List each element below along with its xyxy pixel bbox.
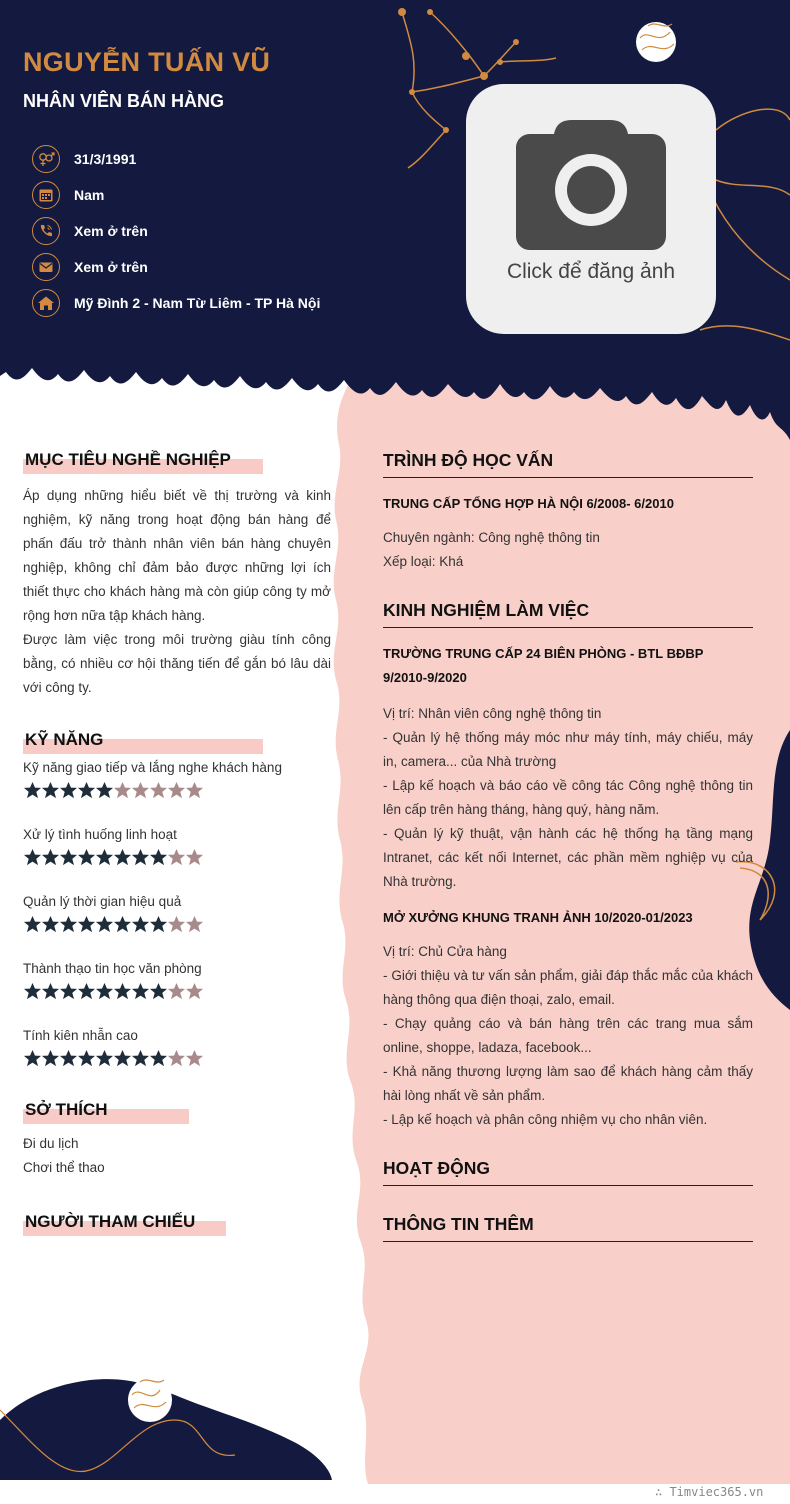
star-empty-icon [185,781,204,800]
job-details [383,702,753,894]
job-entry [383,642,753,894]
skills-title-text: KỸ NĂNG [25,730,104,749]
star-filled-icon [131,848,150,867]
hobby-item: Chơi thể thao [23,1160,105,1175]
star-filled-icon [113,848,132,867]
star-filled-icon [59,781,78,800]
job-line: - Lập kế hoạch và phân công nhiệm vụ cho nhân viên. [383,1112,708,1127]
star-filled-icon [59,982,78,1001]
star-filled-icon [59,848,78,867]
contact-email [32,249,320,285]
extra-info-section-title: THÔNG TIN THÊM [383,1214,753,1242]
contact-address [32,285,320,321]
star-filled-icon [131,982,150,1001]
star-filled-icon [41,848,60,867]
birthdate-value: 31/3/1991 [74,151,137,167]
job-line: Vị trí: Chủ Cửa hàng [383,944,507,959]
gender-value: Nam [74,187,105,203]
skill-item [23,961,331,1028]
home-icon [32,289,60,317]
skill-name: Kỹ năng giao tiếp và lắng nghe khách hàng [23,760,282,775]
star-filled-icon [77,982,96,1001]
star-empty-icon [149,781,168,800]
skill-rating [23,915,331,934]
contact-phone [32,213,320,249]
skill-rating [23,848,331,867]
calendar-icon [32,181,60,209]
star-empty-icon [167,1049,186,1068]
contact-list [32,141,320,321]
star-empty-icon [167,781,186,800]
photo-upload-caption: Click để đăng ảnh [506,260,676,283]
hobbies-section-title [23,1100,110,1120]
address-value: Mỹ Đình 2 - Nam Từ Liêm - TP Hà Nội [74,295,321,311]
experience-section-title: KINH NGHIỆM LÀM VIỆC [383,600,753,628]
skill-list [23,760,331,1078]
star-filled-icon [77,781,96,800]
skill-rating [23,781,331,800]
hobbies-title-text: SỞ THÍCH [25,1100,108,1119]
job-line: - Quản lý kỹ thuật, vận hành các hệ thống hạ tầng mạng Intranet, các kết nối Internet, các phần mềm nghiệp vụ của Nhà trường. [383,826,753,889]
contact-gender [32,177,320,213]
skill-rating [23,1049,331,1068]
email-value: Xem ở trên [74,259,148,275]
education-school: TRUNG CẤP TỔNG HỢP HÀ NỘI 6/2008- 6/2010 [383,496,674,511]
references-title-text: NGƯỜI THAM CHIẾU [25,1212,196,1231]
star-filled-icon [23,781,42,800]
right-column [383,450,753,1242]
star-filled-icon [149,915,168,934]
job-line: - Khả năng thương lượng làm sao để khách hàng cảm thấy hài lòng nhất về sản phẩm. [383,1064,753,1103]
star-filled-icon [77,915,96,934]
resume-header [0,0,790,440]
star-empty-icon [113,781,132,800]
star-empty-icon [131,781,150,800]
star-empty-icon [185,982,204,1001]
camera-icon [516,120,666,250]
star-filled-icon [113,982,132,1001]
job-line: - Quản lý hệ thống máy móc như máy tính, máy chiếu, máy in, camera... của Nhà trường [383,730,753,769]
watermark: ∴ Timviec365.vn [655,1485,764,1499]
skill-item [23,894,331,961]
phone-icon [32,217,60,245]
star-empty-icon [167,915,186,934]
skill-item [23,827,331,894]
references-section-title [23,1212,197,1232]
star-filled-icon [95,915,114,934]
star-filled-icon [23,915,42,934]
job-line: - Lập kế hoạch và báo cáo về công tác Công nghệ thông tin lên cấp trên hàng tháng, hàng quý, hàng năm. [383,778,753,817]
star-filled-icon [59,1049,78,1068]
skills-section-title [23,730,105,750]
hobby-item: Đi du lịch [23,1136,79,1151]
star-empty-icon [185,1049,204,1068]
phone-value: Xem ở trên [74,223,148,239]
job-header: TRƯỜNG TRUNG CẤP 24 BIÊN PHÒNG - BTL BĐBP 9/2010-9/2020 [383,646,704,685]
star-filled-icon [95,781,114,800]
star-filled-icon [95,982,114,1001]
skill-name: Tính kiên nhẫn cao [23,1028,138,1043]
star-filled-icon [23,982,42,1001]
skill-item [23,760,331,827]
star-filled-icon [149,982,168,1001]
star-filled-icon [95,1049,114,1068]
skill-rating [23,982,331,1001]
job-title: NHÂN VIÊN BÁN HÀNG [23,91,225,111]
education-section-title: TRÌNH ĐỘ HỌC VẤN [383,450,753,478]
skill-name: Xử lý tình huống linh hoạt [23,827,177,842]
skill-item [23,1028,331,1078]
objective-title-text: MỤC TIÊU NGHỀ NGHIỆP [25,450,231,469]
star-filled-icon [149,848,168,867]
objective-section-title [23,450,233,470]
job-line: Vị trí: Nhân viên công nghệ thông tin [383,706,602,721]
objective-paragraph-2: Được làm việc trong môi trường giàu tính công bằng, có nhiều cơ hội thăng tiến để gắn bó lâu dài với công ty. [23,632,331,695]
candidate-name: NGUYỄN TUẤN VŨ [23,47,271,77]
star-filled-icon [77,848,96,867]
activities-section-title: HOẠT ĐỘNG [383,1158,753,1186]
star-filled-icon [41,1049,60,1068]
email-icon [32,253,60,281]
contact-birthdate [32,141,320,177]
gender-icon [32,145,60,173]
star-filled-icon [113,915,132,934]
star-filled-icon [77,1049,96,1068]
star-empty-icon [185,915,204,934]
star-filled-icon [41,781,60,800]
skill-name: Thành thạo tin học văn phòng [23,961,202,976]
skill-name: Quản lý thời gian hiệu quả [23,894,182,909]
star-filled-icon [23,848,42,867]
star-empty-icon [167,848,186,867]
star-empty-icon [185,848,204,867]
star-filled-icon [59,915,78,934]
photo-upload-box[interactable] [466,84,716,334]
left-column [23,450,331,1232]
star-filled-icon [23,1049,42,1068]
job-details [383,940,753,1132]
education-details [383,526,753,574]
star-filled-icon [41,915,60,934]
star-filled-icon [95,848,114,867]
job-line: - Chạy quảng cáo và bán hàng trên các trang mua sắm online, shoppe, ladaza, facebook... [383,1016,753,1055]
education-line: Chuyên ngành: Công nghệ thông tin [383,530,600,545]
star-filled-icon [131,915,150,934]
job-header: MỞ XƯỞNG KHUNG TRANH ẢNH 10/2020-01/2023 [383,910,693,925]
job-line: - Giới thiệu và tư vấn sản phẩm, giải đáp thắc mắc của khách hàng thông qua điện thoại, zalo, email. [383,968,753,1007]
star-filled-icon [131,1049,150,1068]
star-filled-icon [113,1049,132,1068]
star-empty-icon [167,982,186,1001]
hobby-list [23,1132,331,1180]
star-filled-icon [41,982,60,1001]
star-filled-icon [149,1049,168,1068]
job-entry [383,906,753,1132]
objective-paragraph-1: Áp dụng những hiểu biết về thị trường và kinh nghiệm, kỹ năng trong hoạt động bán hàng để phấn đấu trở thành nhân viên bán hàng chuyên nghiệp, không chỉ đảm bảo được những lợi ích thiết thực cho khách hàng mà còn giúp công ty mở rộng hơn nữa tập khách hàng. [23,488,331,623]
education-line: Xếp loại: Khá [383,554,464,569]
